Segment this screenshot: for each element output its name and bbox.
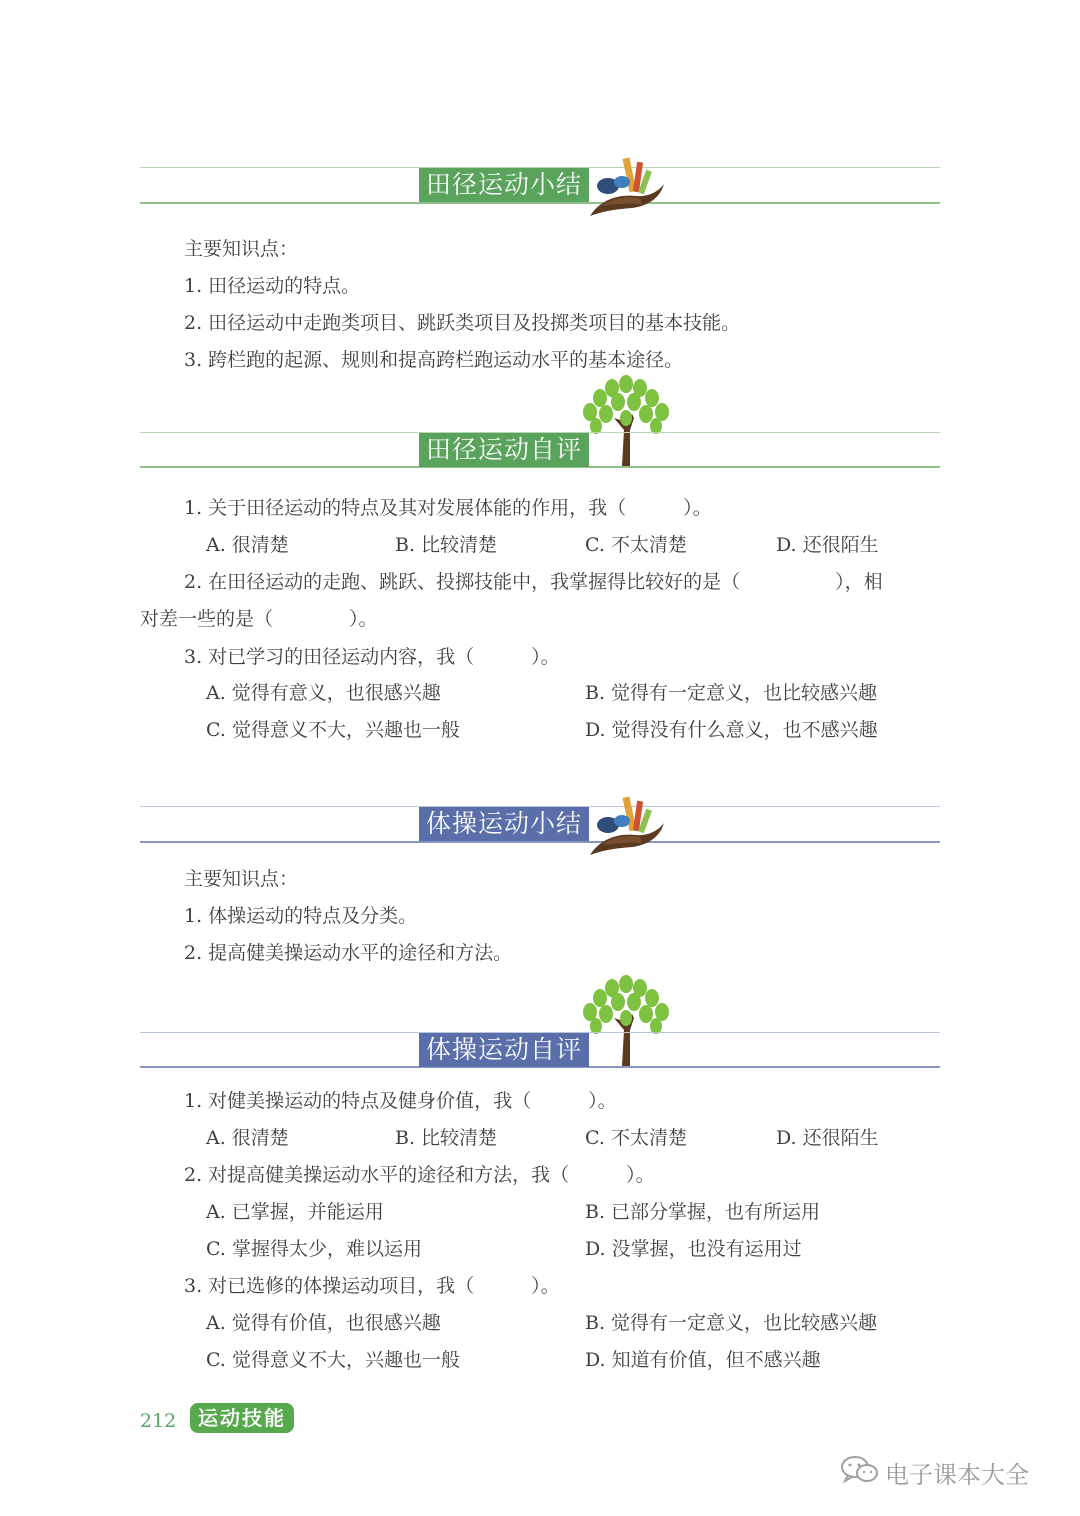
section-title-track-summary: 田径运动小结 — [419, 168, 589, 202]
option: B. 觉得有一定意义，也比较感兴趣 — [585, 682, 878, 704]
section-title-gym-summary: 体操运动小结 — [419, 807, 589, 841]
option: C. 不太清楚 — [585, 534, 687, 556]
summary-line: 3. 跨栏跑的起源、规则和提高跨栏跑运动水平的基本途径。 — [184, 349, 684, 371]
section-title-gym-self-eval: 体操运动自评 — [419, 1033, 589, 1067]
question-text: 2. 对提高健美操运动水平的途径和方法，我（ ）。 — [184, 1164, 655, 1186]
option: B. 比较清楚 — [395, 534, 498, 556]
option: D. 还很陌生 — [776, 534, 879, 556]
option: A. 很清楚 — [206, 534, 289, 556]
option: C. 觉得意义不大，兴趣也一般 — [206, 719, 460, 741]
question-text: 2. 在田径运动的走跑、跳跃、投掷技能中，我掌握得比较好的是（ ），相 — [184, 571, 883, 593]
option: D. 没掌握，也没有运用过 — [585, 1238, 802, 1260]
page-number: 212 — [140, 1410, 177, 1432]
section-title-track-self-eval: 田径运动自评 — [419, 433, 589, 467]
tree-icon — [580, 974, 672, 1068]
question-text: 1. 关于田径运动的特点及其对发展体能的作用，我（ ）。 — [184, 497, 712, 519]
summary-line: 2. 提高健美操运动水平的途径和方法。 — [184, 942, 513, 964]
question-text: 对差一些的是（ ）。 — [140, 608, 378, 630]
option: B. 觉得有一定意义，也比较感兴趣 — [585, 1312, 878, 1334]
option: A. 觉得有价值，也很感兴趣 — [206, 1312, 441, 1334]
tree-icon — [580, 374, 672, 468]
hand-with-sports-items-icon — [586, 148, 666, 223]
question-text: 3. 对已学习的田径运动内容，我（ ）。 — [184, 646, 560, 668]
option: C. 掌握得太少，难以运用 — [206, 1238, 422, 1260]
option: C. 觉得意义不大，兴趣也一般 — [206, 1349, 460, 1371]
question-text: 1. 对健美操运动的特点及健身价值，我（ ）。 — [184, 1090, 617, 1112]
option: A. 已掌握，并能运用 — [206, 1201, 384, 1223]
option: D. 还很陌生 — [776, 1127, 879, 1149]
watermark-text: 电子课本大全 — [885, 1461, 1029, 1489]
summary-line: 1. 田径运动的特点。 — [184, 275, 361, 297]
hand-with-sports-items-icon — [586, 787, 666, 862]
wechat-icon — [840, 1454, 880, 1486]
option: B. 已部分掌握，也有所运用 — [585, 1201, 821, 1223]
book-title-logo: 运动技能 — [190, 1403, 294, 1433]
question-text: 3. 对已选修的体操运动项目，我（ ）。 — [184, 1275, 560, 1297]
summary-line: 2. 田径运动中走跑类项目、跳跃类项目及投掷类项目的基本技能。 — [184, 312, 741, 334]
option: B. 比较清楚 — [395, 1127, 498, 1149]
summary-line: 1. 体操运动的特点及分类。 — [184, 905, 418, 927]
option: C. 不太清楚 — [585, 1127, 687, 1149]
section-rule-bottom — [140, 202, 940, 204]
summary-line: 主要知识点： — [184, 868, 299, 890]
summary-line: 主要知识点： — [184, 238, 299, 260]
option: D. 觉得没有什么意义，也不感兴趣 — [585, 719, 878, 741]
option: D. 知道有价值，但不感兴趣 — [585, 1349, 821, 1371]
option: A. 很清楚 — [206, 1127, 289, 1149]
option: A. 觉得有意义，也很感兴趣 — [206, 682, 441, 704]
section-rule-bottom — [140, 841, 940, 843]
